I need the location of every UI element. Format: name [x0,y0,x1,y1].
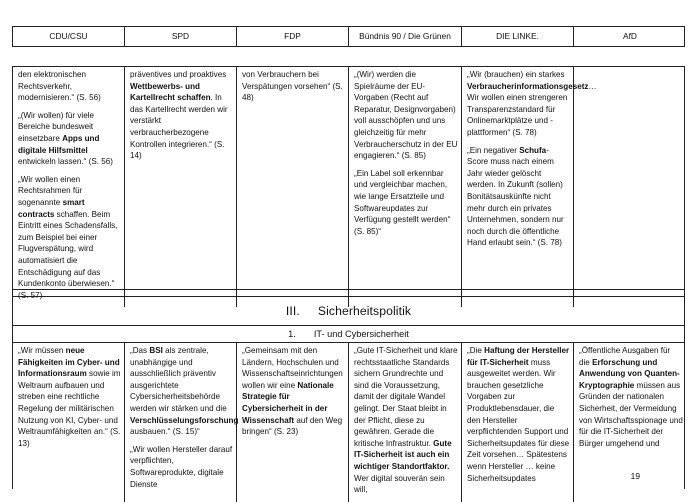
cell-fdp [237,67,349,307]
subsection-heading [13,326,684,343]
quote: „Die Haftung der Hersteller für IT-Sicherheit muss ausgeweitet werden. Wir brauchen gesetzliche Vorgaben zur Produktlebensdauer, die den Hersteller verpflichtenden Support und Sicherheitsupdates für diese Zeit vorsehen… Spätestens wenn Hersteller … keine Sicherheitsupdates [467,346,570,483]
cell-spd [125,67,237,307]
quote: „(Wir wollen) für viele Bereiche bundesweit einsetzbare Apps und digitale Hilfsmittel entwickeln lassen.“ (S. 56) [18,110,113,167]
quote: „Wir (brauchen) ein starkes Verbraucherinformationsgesetz…Wir wollen einen strengeren Transparenzstandard für Onlinemarktplätze und -plattformen“ (S. 78) [467,70,597,137]
section-title: Sicherheitspolitik [317,304,412,318]
quote: den elektronischen Rechtsverkehr, modernisieren.“ (S. 56) [18,70,101,103]
quote: „Ein Label soll erkennbar und vergleichbar machen, wie lange Ersatzteile und Softwareupdates zur Verfügung gestellt werden“ (S. 85)“ [354,168,451,236]
header-linke: DIE LINKE. [462,27,574,46]
header-spd: SPD [125,27,237,46]
header-cdu: CDU/CSU [13,27,125,46]
subsection-title: IT- und Cybersicherheit [313,329,409,339]
cell-cdu [13,343,125,502]
quote: „Wir wollen Hersteller darauf verpflichten, Softwareprodukte, digitale Dienste [130,444,233,489]
quote: „Gemeinsam mit den Ländern, Hochschulen und Wissenschaftseinrichtungen wollen wir eine Nationale Strategie für Cybersicherheit in der Wissenschaft auf den Weg bringen“ (S. 23) [242,346,343,437]
header-afd: AfD [623,31,637,41]
party-header-row [12,26,685,47]
table-row [13,67,684,300]
page-number: 19 [630,471,640,481]
cell-cdu [13,67,125,307]
quote: „Öffentliche Ausgaben für die Erforschung und Anwendung von Quanten-Kryptographie müssen aus Gründen der nationalen Sicherheit, der Vermeidung von Wirtschaftsspionage und für die IT-Sicherheit der Bürger umgehend und [579,346,683,448]
header-gruene: Bündnis 90 / Die Grünen [349,27,462,46]
comparison-table [12,66,685,495]
quote: „Wir müssen neue Fähigkeiten im Cyber- und Informationsraum sowie im Weltraum aufbauen und streben eine rechtliche Regelung der militärischen Nutzung von KI, Cyber- und Weltraumfähigkeiten an.“ (S. 13) [18,346,121,448]
spacer-row [13,290,684,297]
cell-linke [462,67,597,307]
header-fdp: FDP [237,27,349,46]
subsection-number: 1. [288,329,296,339]
table-row [13,343,684,495]
quote: präventives und proaktives Wettbewerbs- und Kartellrecht schaffen. In das Kartellrecht werden wir verstärkt verbraucherbezogene Kontrollen integrieren.“ (S. 14) [130,70,228,161]
cell-gruene [349,343,462,502]
cell-gruene [349,67,462,307]
quote: „Wir wollen einen Rechtsrahmen für sogenannte smart contracts schaffen. Beim Eintritt eines Schadensfalls, zum Beispiel bei einer Flugverspätung, wird automatisiert die Entschädigung auf das Kundenkonto überwiesen.“ (S. 57) [18,174,118,300]
cell-linke [462,343,574,502]
cell-afd [574,67,686,307]
cell-spd [125,343,237,502]
quote: „Gute IT-Sicherheit und klare rechtsstaatliche Standards sichern Grundrechte und sind die Voraussetzung, damit der digitale Wandel gelingt. Der Staat bleibt in der Pflicht, diese zu gewähren. Gerade die kritische Infrastruktur. Gute IT-Sicherheit ist auch ein wichtiger Standortfaktor. Wer digital souverän sein will, [354,346,458,495]
quote: „(Wir) werden die Spielräume der EU-Vorgaben (Recht auf Reparatur, Designvorgaben) voll ausschöpfen und uns gleichzeitig für mehr Verbraucherschutz in der EU engagieren.“ (S. 85) [354,70,458,161]
section-number: III. [285,304,300,318]
quote: „Das BSI als zentrale, unabhängige und ausschließlich präventiv ausgerichtete Cybersicherheitsbehörde werden wir stärken und die Verschlüsselungsforschung ausbauen.“ (S. 15)“ [130,346,239,437]
cell-fdp [237,343,349,502]
quote: von Verbrauchern bei Verspätungen vorsehen“ (S. 48) [242,70,343,103]
quote: „Ein negativer Schufa-Score muss nach einem Jahr wieder gelöscht werden. In Zukunft (sollen) Bonitätsauskünfte nicht mehr durch ein privates Unternehmen, sondern nur noch durch die öffentliche Hand erlaubt sein.“ (S. 78) [467,145,564,248]
